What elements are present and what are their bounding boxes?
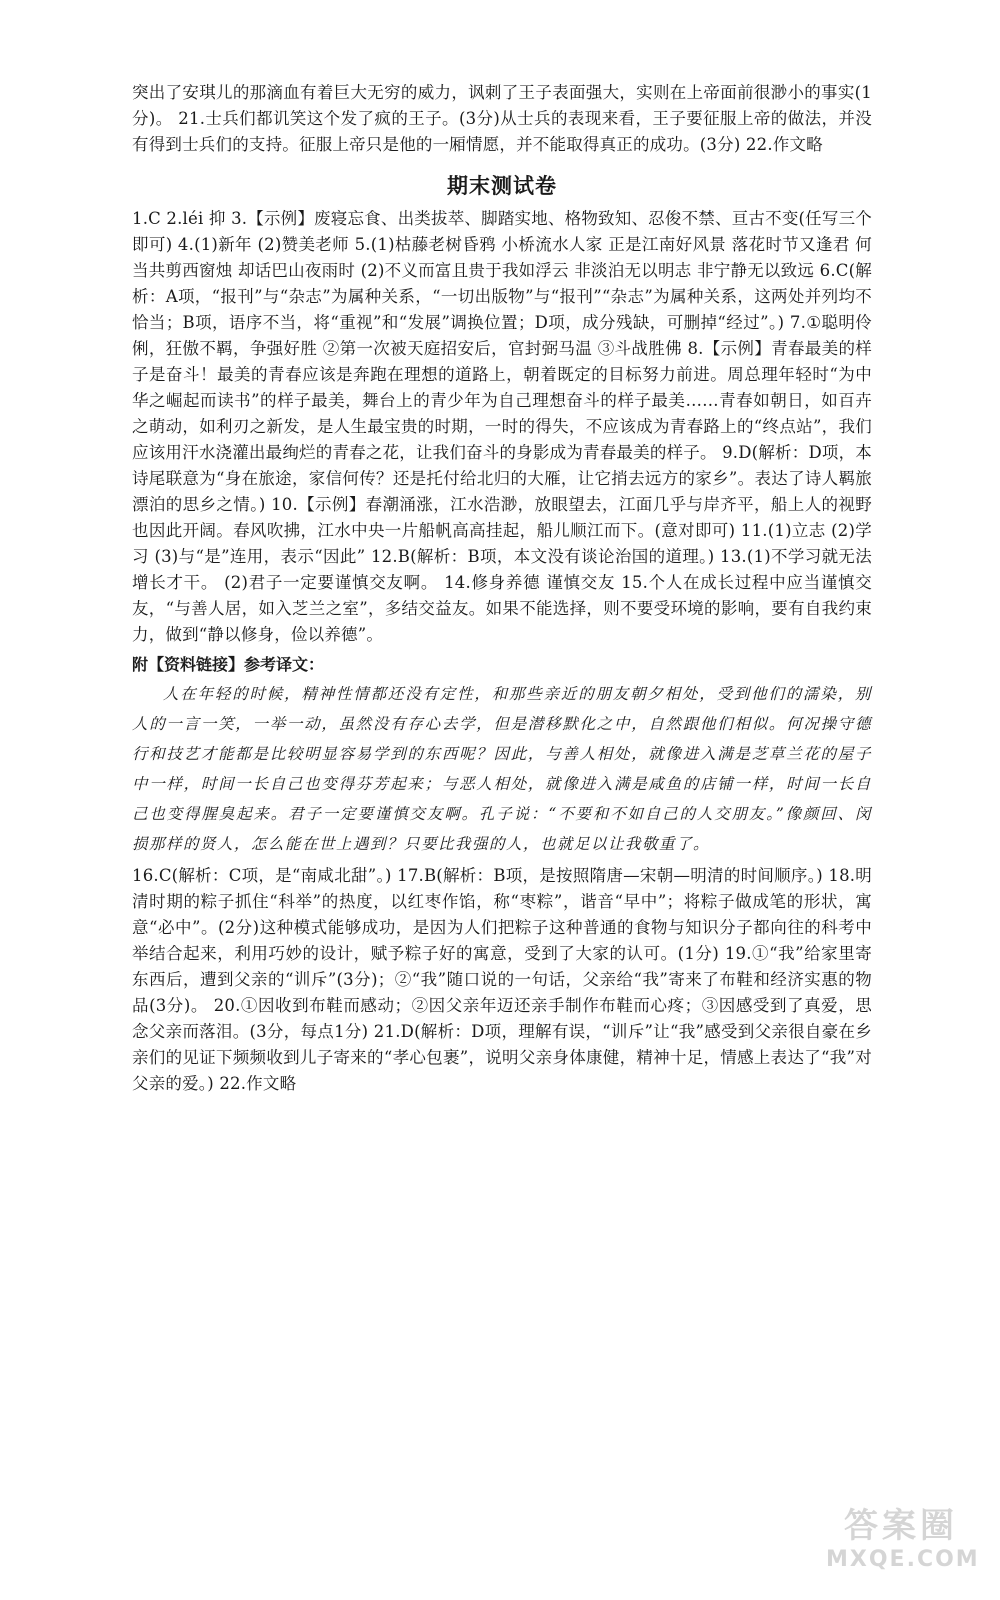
answers-paragraph-2: 16.C(解析：C项，是“南咸北甜”。) 17.B(解析：B项，是按照隋唐—宋朝—明清的时间顺序。) 18.明清时期的粽子抓住“科举”的热度，以红枣作馅，称“枣粽”，谐音“早中”；将粽子做成笔的形状，寓意“必中”。(2分)这种模式能够成功，是因为人们把粽子这种普通的食物与知识分子都向往的科考中举结合起来，利用巧妙的设计，赋予粽子好的寓意，受到了大家的认可。(1分) 19.①“我”给家里寄东西后，遭到父亲的“训斥”(3分)；②“我”随口说的一句话，父亲给“我”寄来了布鞋和经济实惠的物品(3分)。 20.①因收到布鞋而感动；②因父亲年迈还亲手制作布鞋而心疼；③因感受到了真爱，思念父亲而落泪。(3分，每点1分) 21.D(解析：D项，理解有误，“训斥”让“我”感受到父亲很自豪在乡亲们的见证下频频收到儿子寄来的“孝心包裹”，说明父亲身体康健，精神十足，情感上表达了“我”对父亲的爱。) 22.作文略: [132, 866, 872, 1093]
translation-text: 人在年轻的时候，精神性情都还没有定性，和那些亲近的朋友朝夕相处，受到他们的濡染，别人的一言一笑，一举一动，虽然没有存心去学，但是潜移默化之中，自然跟他们相似。何况操守德行和技艺才能都是比较明显容易学到的东西呢？因此，与善人相处，就像进入满是芝草兰花的屋子中一样，时间一长自己也变得芬芳起来；与恶人相处，就像进入满是咸鱼的店铺一样，时间一长自己也变得腥臭起来。君子一定要谨慎交友啊。孔子说：“不要和不如自己的人交朋友。”像颜回、闵损那样的贤人，怎么能在世上遇到？只要比我强的人，也就足以让我敬重了。: [132, 685, 872, 853]
section-title: 期末测试卷: [447, 174, 557, 198]
answer-page: [132, 80, 872, 1097]
watermark-top-text: 答案圈: [844, 1506, 958, 1546]
watermark-logo: [826, 1498, 980, 1578]
intro-paragraph: 突出了安琪儿的那滴血有着巨大无穷的威力，讽刺了王子表面强大，实则在上帝面前很渺小的事实(1分)。 21.士兵们都讥笑这个发了疯的王子。(3分)从士兵的表现来看，王子要征服上帝的做法，并没有得到士兵们的支持。征服上帝只是他的一厢情愿，并不能取得真正的成功。(3分) 22.作文略: [132, 83, 872, 154]
answers-paragraph-1: 1.C 2.léi 抑 3.【示例】废寝忘食、出类拔萃、脚踏实地、格物致知、忍俊不禁、亘古不变(任写三个即可) 4.(1)新年 (2)赞美老师 5.(1)枯藤老树昏鸦 小桥流水人家 正是江南好风景 落花时节又逢君 何当共剪西窗烛 却话巴山夜雨时 (2)不义而富且贵于我如浮云 非淡泊无以明志 非宁静无以致远 6.C(解析：A项，“报刊”与“杂志”为属种关系，“一切出版物”与“报刊”“杂志”为属种关系，这两处并列均不恰当；B项，语序不当，将“重视”和“发展”调换位置；D项，成分残缺，可删掉“经过”。) 7.①聪明伶俐，狂傲不羁，争强好胜 ②第一次被天庭招安后，官封弼马温 ③斗战胜佛 8.【示例】青春最美的样子是奋斗！最美的青春应该是奔跑在理想的道路上，朝着既定的目标努力前进。周总理年轻时“为中华之崛起而读书”的样子最美，舞台上的青少年为自己理想奋斗的样子最美……青春如朝日，如百卉之萌动，如利刃之新发，是人生最宝贵的时期，一时的得失，不应该成为青春路上的“终点站”，我们应该用汗水浇灌出最绚烂的青春之花，让我们奋斗的身影成为青春最美的样子。 9.D(解析：D项，本诗尾联意为“身在旅途，家信何传？还是托付给北归的大雁，让它捎去远方的家乡”。表达了诗人羁旅漂泊的思乡之情。) 10.【示例】春潮涌涨，江水浩渺，放眼望去，江面几乎与岸齐平，船上人的视野也因此开阔。春风吹拂，江水中央一片船帆高高挂起，船儿顺江而下。(意对即可) 11.(1)立志 (2)学习 (3)与“是”连用，表示“因此” 12.B(解析：B项，本文没有谈论治国的道理。) 13.(1)不学习就无法增长才干。 (2)君子一定要谨慎交友啊。 14.修身养德 谨慎交友 15.个人在成长过程中应当谨慎交友，“与善人居，如入芝兰之室”，多结交益友。如果不能选择，则不要受环境的影响，要有自我约束力，做到“静以修身，俭以养德”。: [132, 209, 872, 644]
watermark-bottom-text: MXQE.COM: [826, 1547, 980, 1572]
reference-heading: 附【资料链接】参考译文：: [132, 655, 325, 674]
